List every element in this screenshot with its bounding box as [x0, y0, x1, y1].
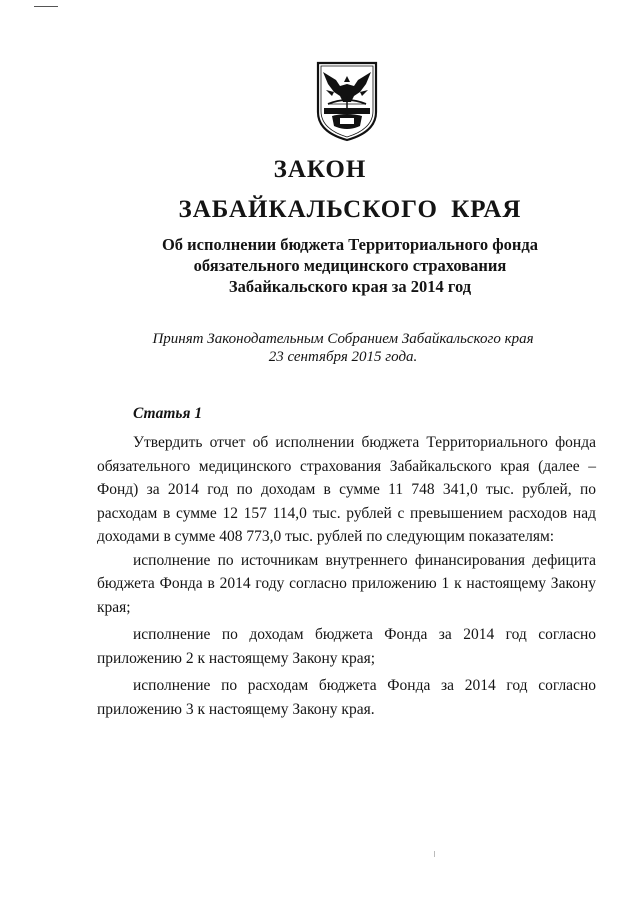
coat-of-arms-icon — [314, 60, 380, 142]
subtitle-line: Забайкальского края за 2014 год — [228, 277, 472, 296]
article-body — [97, 431, 596, 721]
article-paragraph: исполнение по расходам бюджета Фонда за 2014 год согласно приложению 3 к настоящему Закону края. — [97, 677, 596, 718]
law-subtitle — [0, 234, 640, 297]
article-paragraph: Утвердить отчет об исполнении бюджета Территориального фонда обязательного медицинского страхования Забайкальского края (далее – Фонд) за 2014 год по доходам в сумме 11 748 341,0 тыс. рублей, по расходам в сумме 12 157 114,0 тыс. рублей с превышением расходов над доходами в сумме 408 773,0 тыс. рублей по следующим показателям: — [97, 434, 596, 545]
adoption-line: Принят Законодательным Собранием Забайкальского края — [152, 331, 534, 347]
article-paragraph: исполнение по доходам бюджета Фонда за 2014 год согласно приложению 2 к настоящему Закону края; — [97, 626, 596, 667]
law-title: ЗАКОН — [273, 156, 367, 183]
subtitle-line: обязательного медицинского страхования — [193, 256, 507, 275]
article-heading: Статья 1 — [133, 405, 203, 422]
adoption-note — [0, 330, 640, 366]
article-paragraph: исполнение по источникам внутреннего финансирования дефицита бюджета Фонда в 2014 году согласно приложению 1 к настоящему Закону края; — [97, 551, 596, 616]
subtitle-line: Об исполнении бюджета Территориального фонда — [161, 235, 539, 254]
adoption-date: 23 сентября 2015 года. — [268, 349, 418, 365]
law-region-title: ЗАБАЙКАЛЬСКОГО КРАЯ — [178, 196, 522, 223]
scan-artifact — [434, 851, 435, 857]
scan-mark — [34, 6, 58, 7]
